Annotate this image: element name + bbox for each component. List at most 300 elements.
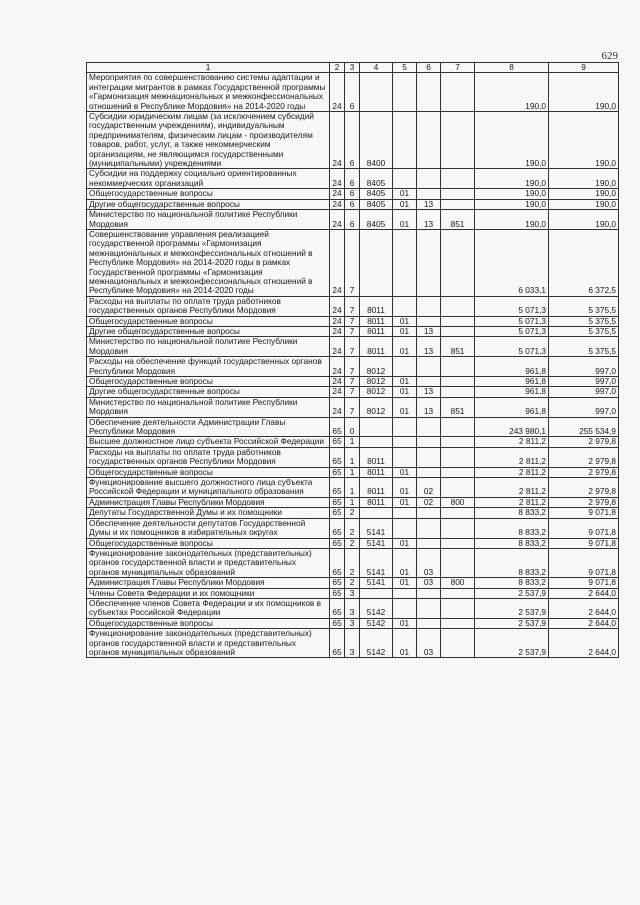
- cell-col-4: [360, 229, 393, 296]
- cell-col-3: 3: [345, 588, 360, 598]
- cell-col-2: 65: [330, 497, 345, 507]
- cell-col-4: 8011: [360, 467, 393, 477]
- cell-col-2: 65: [330, 447, 345, 467]
- cell-amount-col-8: 2 537,9: [475, 618, 549, 628]
- cell-col-5: [393, 229, 417, 296]
- row-name: Общегосударственные вопросы: [87, 538, 330, 548]
- cell-col-2: 24: [330, 199, 345, 209]
- cell-col-4: 8011: [360, 447, 393, 467]
- cell-col-4: 8012: [360, 357, 393, 377]
- cell-col-3: 1: [345, 497, 360, 507]
- cell-col-2: 24: [330, 73, 345, 112]
- cell-col-4: [360, 417, 393, 437]
- cell-col-2: 24: [330, 169, 345, 189]
- cell-amount-col-9: 997,0: [549, 357, 619, 377]
- row-name: Обеспечение деятельности Администрации Главы Республики Мордовия: [87, 417, 330, 437]
- cell-amount-col-9: 9 071,8: [549, 518, 619, 538]
- table-row: [87, 497, 619, 507]
- cell-col-2: 24: [330, 316, 345, 326]
- budget-table: [86, 62, 619, 658]
- cell-col-6: [417, 417, 441, 437]
- cell-col-2: 65: [330, 518, 345, 538]
- cell-col-4: 5142: [360, 618, 393, 628]
- cell-amount-col-9: 2 644,0: [549, 618, 619, 628]
- cell-amount-col-9: 997,0: [549, 387, 619, 397]
- cell-col-4: 8011: [360, 478, 393, 498]
- cell-col-6: 13: [417, 199, 441, 209]
- cell-col-2: 65: [330, 588, 345, 598]
- cell-col-5: 01: [393, 326, 417, 336]
- cell-col-6: [417, 229, 441, 296]
- table-row: [87, 112, 619, 169]
- cell-col-7: [441, 508, 475, 518]
- cell-col-5: 01: [393, 397, 417, 417]
- cell-col-3: 2: [345, 548, 360, 577]
- cell-col-4: [360, 588, 393, 598]
- cell-col-2: 24: [330, 337, 345, 357]
- table-row: [87, 229, 619, 296]
- cell-col-5: 01: [393, 618, 417, 628]
- header-col-7: 7: [441, 63, 475, 73]
- cell-col-5: 01: [393, 387, 417, 397]
- row-name: Обеспечение деятельности депутатов Государственной Думы и их помощников в избирательных округах: [87, 518, 330, 538]
- cell-col-5: [393, 73, 417, 112]
- cell-amount-col-8: 5 071,3: [475, 326, 549, 336]
- cell-amount-col-8: 2 537,9: [475, 598, 549, 618]
- cell-amount-col-9: 5 375,5: [549, 326, 619, 336]
- header-col-1: 1: [87, 63, 330, 73]
- cell-col-6: [417, 377, 441, 387]
- cell-col-7: [441, 629, 475, 658]
- cell-amount-col-8: 8 833,2: [475, 548, 549, 577]
- cell-col-6: [417, 588, 441, 598]
- cell-amount-col-9: 9 071,8: [549, 578, 619, 588]
- cell-col-3: 1: [345, 437, 360, 447]
- table-row: [87, 467, 619, 477]
- table-row: [87, 377, 619, 387]
- cell-amount-col-9: 2 979,8: [549, 437, 619, 447]
- table-row: [87, 588, 619, 598]
- cell-col-5: [393, 357, 417, 377]
- cell-amount-col-8: 5 071,3: [475, 316, 549, 326]
- table-row: [87, 210, 619, 230]
- cell-col-2: 24: [330, 229, 345, 296]
- table-row: [87, 618, 619, 628]
- cell-col-6: 03: [417, 578, 441, 588]
- cell-amount-col-8: 2 811,2: [475, 447, 549, 467]
- cell-col-3: 7: [345, 326, 360, 336]
- cell-col-7: [441, 377, 475, 387]
- cell-col-5: [393, 508, 417, 518]
- table-row: [87, 437, 619, 447]
- cell-col-4: 8012: [360, 397, 393, 417]
- cell-amount-col-9: 9 071,8: [549, 508, 619, 518]
- cell-amount-col-8: 5 071,3: [475, 296, 549, 316]
- cell-col-4: 8012: [360, 387, 393, 397]
- cell-col-6: 13: [417, 210, 441, 230]
- cell-col-3: 6: [345, 112, 360, 169]
- cell-col-5: [393, 169, 417, 189]
- cell-amount-col-8: 8 833,2: [475, 508, 549, 518]
- cell-amount-col-9: 2 979,8: [549, 497, 619, 507]
- cell-col-7: 851: [441, 337, 475, 357]
- cell-amount-col-8: 190,0: [475, 189, 549, 199]
- cell-amount-col-9: 255 534,9: [549, 417, 619, 437]
- table-row: [87, 316, 619, 326]
- header-col-4: 4: [360, 63, 393, 73]
- cell-col-6: [417, 357, 441, 377]
- table-row: [87, 199, 619, 209]
- cell-col-6: [417, 189, 441, 199]
- cell-col-3: 2: [345, 508, 360, 518]
- cell-col-6: 02: [417, 497, 441, 507]
- cell-col-6: 13: [417, 326, 441, 336]
- cell-col-7: [441, 229, 475, 296]
- cell-col-4: 8011: [360, 337, 393, 357]
- cell-col-5: [393, 598, 417, 618]
- table-row: [87, 518, 619, 538]
- cell-col-4: 5141: [360, 548, 393, 577]
- cell-col-4: 8011: [360, 316, 393, 326]
- cell-amount-col-9: 190,0: [549, 210, 619, 230]
- cell-amount-col-8: 190,0: [475, 169, 549, 189]
- cell-amount-col-8: 190,0: [475, 210, 549, 230]
- cell-col-3: 7: [345, 229, 360, 296]
- cell-col-3: 3: [345, 629, 360, 658]
- row-name: Администрация Главы Республики Мордовия: [87, 578, 330, 588]
- cell-amount-col-8: 2 811,2: [475, 437, 549, 447]
- cell-col-3: 3: [345, 598, 360, 618]
- table-header-row: [87, 63, 619, 73]
- cell-col-5: 01: [393, 538, 417, 548]
- cell-amount-col-8: 243 980,1: [475, 417, 549, 437]
- cell-col-2: 65: [330, 629, 345, 658]
- cell-col-2: 65: [330, 598, 345, 618]
- cell-col-2: 65: [330, 578, 345, 588]
- cell-amount-col-8: 8 833,2: [475, 538, 549, 548]
- row-name: Функционирование законодательных (представительных) органов государственной власти и представительных органов муниципальных образований: [87, 548, 330, 577]
- table-row: [87, 538, 619, 548]
- cell-amount-col-9: 190,0: [549, 199, 619, 209]
- cell-col-5: 01: [393, 629, 417, 658]
- row-name: Другие общегосударственные вопросы: [87, 326, 330, 336]
- row-name: Общегосударственные вопросы: [87, 189, 330, 199]
- cell-amount-col-9: 997,0: [549, 377, 619, 387]
- cell-col-7: [441, 618, 475, 628]
- row-name: Субсидии на поддержку социально ориентированных некоммерческих организаций: [87, 169, 330, 189]
- cell-col-3: 6: [345, 210, 360, 230]
- cell-amount-col-9: 190,0: [549, 169, 619, 189]
- cell-amount-col-8: 961,8: [475, 377, 549, 387]
- cell-amount-col-9: 2 644,0: [549, 598, 619, 618]
- cell-col-7: 851: [441, 397, 475, 417]
- cell-col-2: 24: [330, 210, 345, 230]
- row-name: Субсидии юридическим лицам (за исключением субсидий государственным учреждениям), индивидуальным предпринимателям, физическим лицам - производителям товаров, работ, услуг, а также некоммерческим организациям, не являющимся государственными (муниципальными) учреждениями: [87, 112, 330, 169]
- cell-col-4: 8012: [360, 377, 393, 387]
- cell-amount-col-9: 2 979,8: [549, 447, 619, 467]
- cell-col-6: [417, 112, 441, 169]
- cell-col-7: [441, 478, 475, 498]
- row-name: Другие общегосударственные вопросы: [87, 387, 330, 397]
- table-row: [87, 548, 619, 577]
- row-name: Обеспечение членов Совета Федерации и их помощников в субъектах Российской Федерации: [87, 598, 330, 618]
- cell-col-2: 65: [330, 538, 345, 548]
- cell-col-2: 24: [330, 296, 345, 316]
- cell-col-3: 6: [345, 169, 360, 189]
- row-name: Министерство по национальной политике Республики Мордовия: [87, 397, 330, 417]
- cell-col-7: [441, 316, 475, 326]
- table-row: [87, 169, 619, 189]
- row-name: Общегосударственные вопросы: [87, 377, 330, 387]
- row-name: Совершенствование управления реализацией государственной программы «Гармонизация межнациональных и межконфессиональных отношений в Республике Мордовия» на 2014-2020 годы в рамках Государственной программы «Гармонизация межнациональных и межконфессиональных отношений в Республике Мордовия» на 2014-2020 годы: [87, 229, 330, 296]
- row-name: Депутаты Государственной Думы и их помощники: [87, 508, 330, 518]
- cell-amount-col-9: 5 375,5: [549, 316, 619, 326]
- cell-amount-col-8: 2 811,2: [475, 478, 549, 498]
- cell-col-7: [441, 199, 475, 209]
- cell-amount-col-8: 961,8: [475, 387, 549, 397]
- cell-col-4: 8405: [360, 169, 393, 189]
- header-col-2: 2: [330, 63, 345, 73]
- cell-amount-col-9: 190,0: [549, 112, 619, 169]
- cell-col-2: 65: [330, 417, 345, 437]
- cell-col-2: 24: [330, 387, 345, 397]
- cell-col-6: 13: [417, 387, 441, 397]
- cell-col-4: 8400: [360, 112, 393, 169]
- cell-col-6: [417, 508, 441, 518]
- cell-amount-col-8: 190,0: [475, 112, 549, 169]
- cell-col-4: [360, 508, 393, 518]
- cell-col-7: [441, 326, 475, 336]
- cell-col-5: 01: [393, 377, 417, 387]
- cell-col-6: 13: [417, 397, 441, 417]
- cell-col-5: 01: [393, 478, 417, 498]
- row-name: Расходы на выплаты по оплате труда работников государственных органов Республики Мордовия: [87, 296, 330, 316]
- cell-amount-col-8: 190,0: [475, 73, 549, 112]
- cell-col-4: [360, 437, 393, 447]
- table-row: [87, 508, 619, 518]
- row-name: Функционирование высшего должностного лица субъекта Российской Федерации и муниципального образования: [87, 478, 330, 498]
- cell-col-2: 24: [330, 377, 345, 387]
- cell-col-7: [441, 357, 475, 377]
- cell-col-7: [441, 467, 475, 477]
- cell-col-2: 24: [330, 397, 345, 417]
- table-row: [87, 478, 619, 498]
- cell-col-4: 5141: [360, 538, 393, 548]
- cell-col-7: [441, 189, 475, 199]
- cell-col-3: 1: [345, 447, 360, 467]
- cell-col-7: [441, 598, 475, 618]
- cell-col-6: [417, 518, 441, 538]
- cell-col-6: 13: [417, 337, 441, 357]
- cell-col-5: [393, 447, 417, 467]
- table-row: [87, 578, 619, 588]
- cell-col-7: 851: [441, 210, 475, 230]
- cell-amount-col-9: 5 375,5: [549, 337, 619, 357]
- table-row: [87, 189, 619, 199]
- cell-amount-col-8: 8 833,2: [475, 578, 549, 588]
- cell-col-3: 6: [345, 199, 360, 209]
- cell-col-2: 65: [330, 437, 345, 447]
- cell-col-4: 8011: [360, 296, 393, 316]
- cell-amount-col-9: 2 644,0: [549, 629, 619, 658]
- cell-col-3: 7: [345, 296, 360, 316]
- table-row: [87, 73, 619, 112]
- cell-col-7: 800: [441, 578, 475, 588]
- cell-col-6: [417, 169, 441, 189]
- cell-col-2: 24: [330, 112, 345, 169]
- cell-col-7: [441, 112, 475, 169]
- cell-col-3: 7: [345, 387, 360, 397]
- header-col-5: 5: [393, 63, 417, 73]
- cell-col-3: 2: [345, 538, 360, 548]
- cell-col-4: 5142: [360, 598, 393, 618]
- cell-col-6: [417, 296, 441, 316]
- cell-col-4: 8405: [360, 189, 393, 199]
- header-col-9: 9: [549, 63, 619, 73]
- cell-col-3: 3: [345, 618, 360, 628]
- cell-col-6: [417, 538, 441, 548]
- cell-amount-col-8: 6 033,1: [475, 229, 549, 296]
- cell-col-3: 1: [345, 478, 360, 498]
- cell-col-2: 65: [330, 508, 345, 518]
- row-name: Члены Совета Федерации и их помощники: [87, 588, 330, 598]
- cell-col-7: 800: [441, 497, 475, 507]
- cell-col-7: [441, 518, 475, 538]
- row-name: Общегосударственные вопросы: [87, 618, 330, 628]
- cell-col-3: 6: [345, 189, 360, 199]
- page-number: 629: [601, 50, 618, 62]
- cell-amount-col-8: 190,0: [475, 199, 549, 209]
- cell-col-4: 8405: [360, 210, 393, 230]
- cell-col-4: 5142: [360, 629, 393, 658]
- row-name: Министерство по национальной политике Республики Мордовия: [87, 210, 330, 230]
- cell-col-6: [417, 618, 441, 628]
- cell-amount-col-9: 5 375,5: [549, 296, 619, 316]
- row-name: Расходы на обеспечение функций государственных органов Республики Мордовия: [87, 357, 330, 377]
- cell-amount-col-9: 190,0: [549, 189, 619, 199]
- cell-col-6: [417, 598, 441, 618]
- cell-col-3: 2: [345, 578, 360, 588]
- cell-col-3: 7: [345, 397, 360, 417]
- cell-col-5: 01: [393, 578, 417, 588]
- cell-col-3: 2: [345, 518, 360, 538]
- cell-col-2: 65: [330, 548, 345, 577]
- cell-col-5: 01: [393, 210, 417, 230]
- cell-col-3: 7: [345, 316, 360, 326]
- cell-col-6: [417, 316, 441, 326]
- cell-col-3: 1: [345, 467, 360, 477]
- header-col-3: 3: [345, 63, 360, 73]
- cell-col-5: 01: [393, 189, 417, 199]
- table-row: [87, 387, 619, 397]
- cell-col-4: 8405: [360, 199, 393, 209]
- cell-amount-col-9: 997,0: [549, 397, 619, 417]
- row-name: Общегосударственные вопросы: [87, 467, 330, 477]
- header-col-6: 6: [417, 63, 441, 73]
- cell-amount-col-8: 5 071,3: [475, 337, 549, 357]
- row-name: Администрация Главы Республики Мордовия: [87, 497, 330, 507]
- cell-col-6: 02: [417, 478, 441, 498]
- cell-amount-col-9: 6 372,5: [549, 229, 619, 296]
- table-row: [87, 326, 619, 336]
- cell-col-6: 03: [417, 629, 441, 658]
- cell-col-5: 01: [393, 199, 417, 209]
- cell-col-4: 8011: [360, 497, 393, 507]
- cell-amount-col-9: 2 979,8: [549, 478, 619, 498]
- cell-col-2: 24: [330, 326, 345, 336]
- cell-col-4: 8011: [360, 326, 393, 336]
- table-row: [87, 417, 619, 437]
- cell-col-7: [441, 447, 475, 467]
- row-name: Расходы на выплаты по оплате труда работников государственных органов Республики Мордовия: [87, 447, 330, 467]
- cell-amount-col-8: 2 537,9: [475, 588, 549, 598]
- cell-col-5: 01: [393, 337, 417, 357]
- row-name: Министерство по национальной политике Республики Мордовия: [87, 337, 330, 357]
- cell-col-6: [417, 437, 441, 447]
- cell-col-6: 03: [417, 548, 441, 577]
- cell-col-4: [360, 73, 393, 112]
- table-row: [87, 447, 619, 467]
- row-name: Другие общегосударственные вопросы: [87, 199, 330, 209]
- table-row: [87, 357, 619, 377]
- cell-col-7: [441, 437, 475, 447]
- cell-col-7: [441, 169, 475, 189]
- cell-col-5: 01: [393, 497, 417, 507]
- cell-col-2: 24: [330, 189, 345, 199]
- cell-col-7: [441, 73, 475, 112]
- cell-col-5: [393, 417, 417, 437]
- table-row: [87, 629, 619, 658]
- cell-col-7: [441, 538, 475, 548]
- cell-col-5: [393, 112, 417, 169]
- row-name: Общегосударственные вопросы: [87, 316, 330, 326]
- cell-amount-col-9: 190,0: [549, 73, 619, 112]
- cell-col-6: [417, 447, 441, 467]
- table-row: [87, 337, 619, 357]
- cell-col-7: [441, 387, 475, 397]
- cell-col-5: [393, 588, 417, 598]
- table-row: [87, 296, 619, 316]
- cell-col-5: [393, 296, 417, 316]
- cell-col-5: 01: [393, 548, 417, 577]
- cell-col-4: 5141: [360, 578, 393, 588]
- cell-col-5: 01: [393, 467, 417, 477]
- cell-col-7: [441, 588, 475, 598]
- cell-col-2: 65: [330, 618, 345, 628]
- cell-col-3: 7: [345, 357, 360, 377]
- cell-col-7: [441, 548, 475, 577]
- cell-col-7: [441, 296, 475, 316]
- row-name: Высшее должностное лицо субъекта Российской Федерации: [87, 437, 330, 447]
- table-row: [87, 598, 619, 618]
- cell-col-5: [393, 437, 417, 447]
- cell-amount-col-9: 2 979,8: [549, 467, 619, 477]
- cell-amount-col-8: 2 537,9: [475, 629, 549, 658]
- cell-col-3: 0: [345, 417, 360, 437]
- cell-amount-col-8: 8 833,2: [475, 518, 549, 538]
- cell-col-5: 01: [393, 316, 417, 326]
- header-col-8: 8: [475, 63, 549, 73]
- cell-col-6: [417, 73, 441, 112]
- table-body: [87, 73, 619, 658]
- cell-amount-col-8: 2 811,2: [475, 467, 549, 477]
- cell-amount-col-8: 961,8: [475, 357, 549, 377]
- cell-amount-col-8: 2 811,2: [475, 497, 549, 507]
- cell-col-6: [417, 467, 441, 477]
- cell-col-2: 24: [330, 357, 345, 377]
- cell-col-5: [393, 518, 417, 538]
- cell-col-3: 7: [345, 337, 360, 357]
